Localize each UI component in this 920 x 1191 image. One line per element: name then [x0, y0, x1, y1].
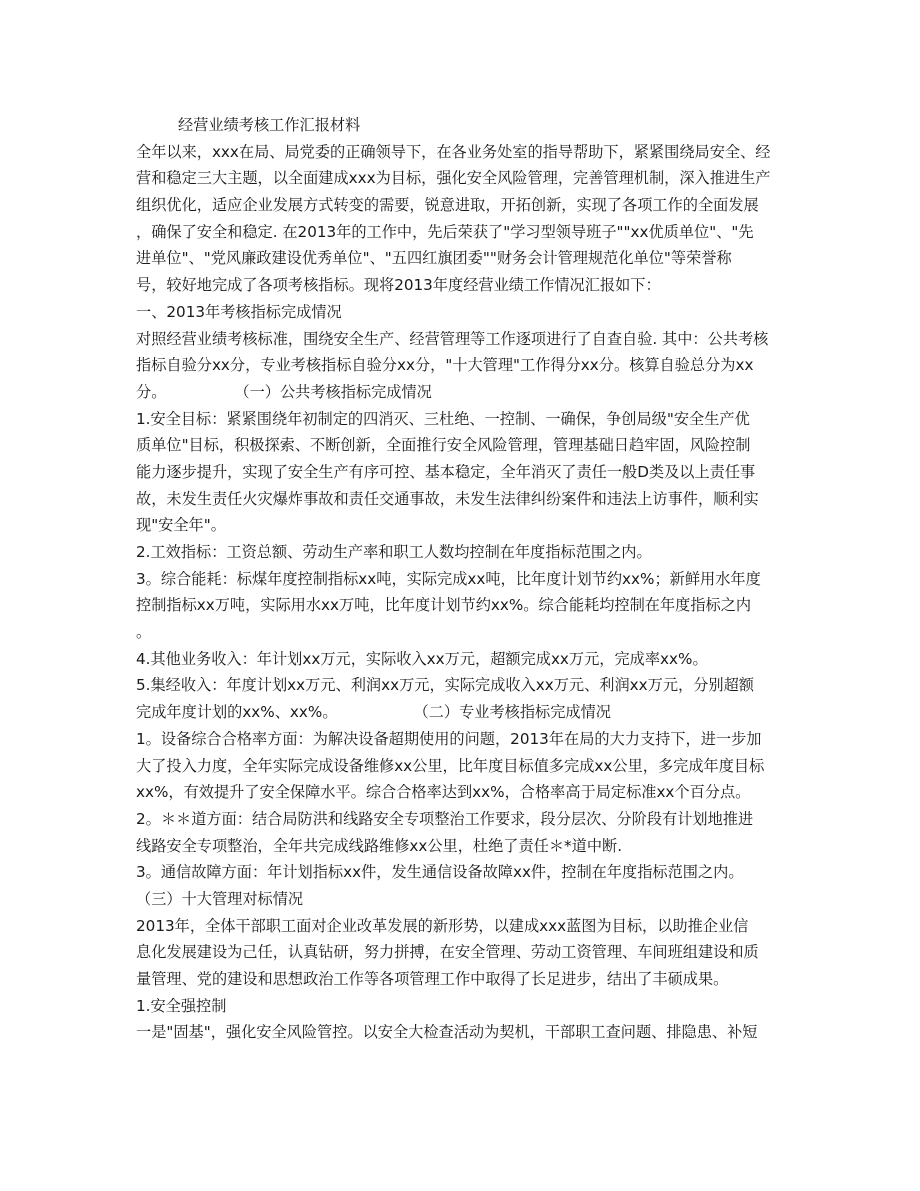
document-body	[136, 112, 786, 1046]
list-item-line: 2。＊＊道方面：结合局防洪和线路安全专项整治工作要求，段分层次、分阶段有计划地推进	[136, 809, 754, 828]
list-item-line: 1。设备综合合格率方面：为解决设备超期使用的问题，2013年在局的大力支持下，进一步加	[136, 729, 762, 748]
list-item-line: 质单位"目标，积极探索、不断创新，全面推行安全风险管理，管理基础日趋牢固，风险控制	[136, 436, 751, 455]
paragraph-line: 2013年，全体干部职工面对企业改革发展的新形势，以建成xxx蓝图为目标，以助推企业信	[136, 916, 749, 935]
list-item-line: xx%，有效提升了安全保障水平。综合合格率达到xx%，合格率高于局定标准xx个百分点。	[136, 783, 751, 802]
paragraph-line: 量管理、党的建设和思想政治工作等各项管理工作中取得了长足进步，结出了丰硕成果。	[136, 970, 729, 988]
list-item-line: 故，未发生责任火灾爆炸事故和责任交通事故，未发生法律纠纷案件和违法上访事件，顺利实	[136, 489, 759, 508]
paragraph-line: 一是"固基"，强化安全风险管控。以安全大检查活动为契机，干部职工查问题、排隐患、补短	[136, 1023, 758, 1042]
section-heading: 一、2013年考核指标完成情况	[136, 302, 342, 321]
subsection-heading: （一）公共考核指标完成情况	[234, 382, 432, 401]
intro-line: 组织优化，适应企业发展方式转变的需要，锐意进取，开拓创新，实现了各项工作的全面发展	[136, 196, 759, 215]
list-item-line: 线路安全专项整治，全年共完成线路维修xx公里，杜绝了责任＊*道中断.	[136, 836, 623, 855]
list-item-line: 控制指标xx万吨，实际用水xx万吨，比年度计划节约xx%。综合能耗均控制在年度指标之内	[136, 596, 752, 615]
paragraph-text: 分。	[136, 382, 167, 401]
intro-line: 全年以来，xxx在局、局党委的正确领导下，在各业务处室的指导帮助下，紧紧围绕局安全、经	[136, 142, 771, 161]
paragraph-line: 指标自验分xx分，专业考核指标自验分xx分，"十大管理"工作得分xx分。核算自验总分为xx	[136, 356, 754, 375]
list-item-line: 3。通信故障方面：年计划指标xx件，发生通信设备故障xx件，控制在年度指标范围之内。	[136, 863, 744, 882]
list-item-line: 5.集经收入：年度计划xx万元、利润xx万元，实际完成收入xx万元、利润xx万元，分别超额	[136, 676, 754, 695]
list-item-line: 。	[136, 623, 152, 642]
list-item-line: 4.其他业务收入：年计划xx万元，实际收入xx万元，超额完成xx万元，完成率xx%。	[136, 649, 708, 668]
list-item-line: 能力逐步提升，实现了安全生产有序可控、基本稳定，全年消灭了责任一般D类及以上责任事	[136, 462, 756, 481]
list-item-line: 1.安全目标：紧紧围绕年初制定的四消灭、三杜绝、一控制、一确保，争创局级"安全生产优	[136, 409, 750, 428]
intro-line: ，确保了安全和稳定. 在2013年的工作中，先后荣获了"学习型领导班子""xx优质单位"、"先	[136, 222, 754, 241]
list-item-line: 2.工效指标：工资总额、劳动生产率和职工人数均控制在年度指标范围之内。	[136, 543, 652, 561]
list-item-line-with-heading	[136, 699, 786, 726]
list-item-text: 完成年度计划的xx%、xx%。	[136, 703, 338, 722]
list-item-line: 现"安全年"。	[136, 516, 226, 535]
intro-line: 进单位"、"党风廉政建设优秀单位"、"五四红旗团委""财务会计管理规范化单位"等荣誉称	[136, 249, 732, 268]
subsection-heading: （二）专业考核指标完成情况	[413, 703, 611, 722]
list-item-line: 大了投入力度，全年实际完成设备维修xx公里，比年度目标值多完成xx公里，多完成年度目标	[136, 756, 765, 775]
document-title: 经营业绩考核工作汇报材料	[178, 116, 361, 134]
intro-line: 营和稳定三大主题，以全面建成xxx为目标，强化安全风险管理，完善管理机制，深入推进生产	[136, 169, 771, 188]
paragraph-line: 对照经营业绩考核标准，围绕安全生产、经营管理等工作逐项进行了自查自验. 其中：公共考核	[136, 329, 769, 348]
paragraph-line: 息化发展建设为己任，认真钻研，努力拼搏，在安全管理、劳动工资管理、车间班组建设和质	[136, 943, 759, 962]
subsection-heading: （三）十大管理对标情况	[136, 889, 304, 908]
paragraph-line-with-heading	[136, 379, 786, 406]
subsection-heading: 1.安全强控制	[136, 996, 227, 1015]
intro-line: 号，较好地完成了各项考核指标。现将2013年度经营业绩工作情况汇报如下：	[136, 276, 661, 295]
list-item-line: 3。综合能耗：标煤年度控制指标xx吨，实际完成xx吨，比年度计划节约xx%；新鲜用水年度	[136, 569, 761, 588]
